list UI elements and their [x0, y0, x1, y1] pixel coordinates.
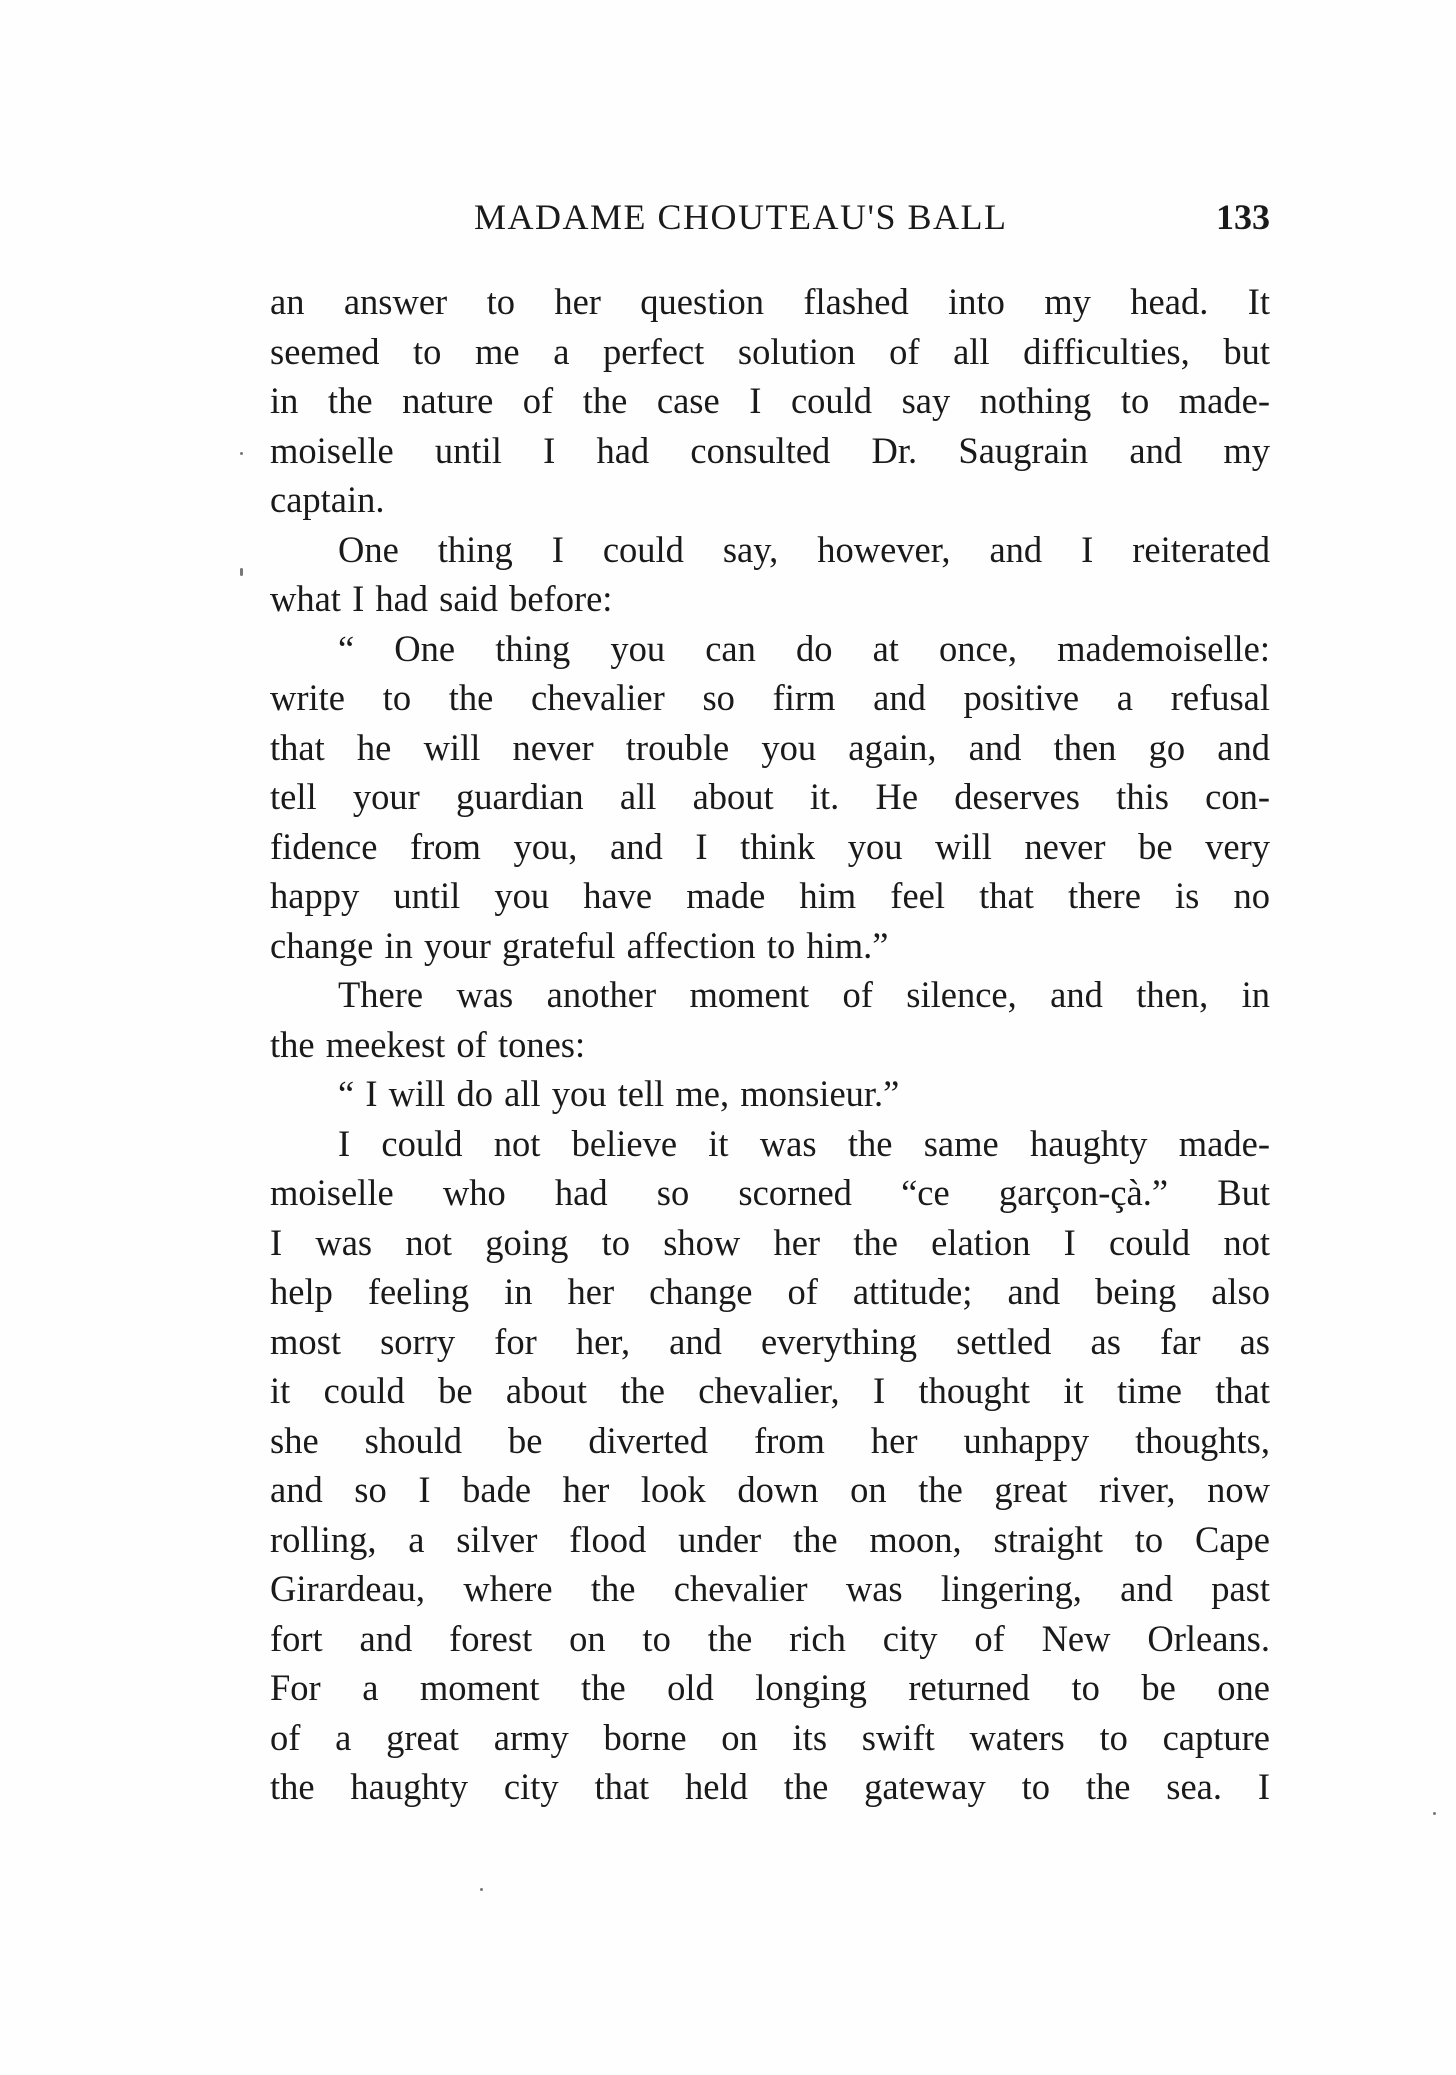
text-line: fidence from you, and I think you will never be very	[270, 825, 1270, 867]
text-line: it could be about the chevalier, I thought it time that	[270, 1370, 1270, 1411]
body-text	[270, 277, 1270, 1812]
text-line: that he will never trouble you again, and then go and	[270, 726, 1270, 768]
running-title: MADAME CHOUTEAU'S BALL	[474, 197, 1008, 237]
text-line: moiselle until I had consulted Dr. Saugrain and my	[270, 429, 1270, 471]
text-line: “ I will do all you tell me, monsieur.”	[338, 1073, 900, 1114]
text-line: and so I bade her look down on the great river, now	[270, 1469, 1270, 1510]
text-line: For a moment the old longing returned to be one	[270, 1667, 1270, 1708]
text-line: There was another moment of silence, and then, in	[338, 974, 1270, 1015]
text-line: rolling, a silver flood under the moon, straight to Cape	[270, 1518, 1270, 1560]
text-line: the haughty city that held the gateway to the sea. I	[270, 1766, 1270, 1807]
text-line: “ One thing you can do at once, mademoiselle:	[338, 627, 1270, 669]
text-line: Girardeau, where the chevalier was lingering, and past	[270, 1568, 1270, 1609]
text-line: tell your guardian all about it. He deserves this con-	[270, 776, 1270, 817]
text-line: of a great army borne on its swift waters to capture	[270, 1716, 1270, 1758]
text-line: I was not going to show her the elation I could not	[270, 1221, 1270, 1263]
text-line: the meekest of tones:	[270, 1023, 586, 1065]
text-line: happy until you have made him feel that there is no	[270, 875, 1270, 916]
text-line: captain.	[270, 479, 385, 520]
running-head	[270, 196, 1270, 246]
text-line: fort and forest on to the rich city of New Orleans.	[270, 1617, 1270, 1659]
text-line: what I had said before:	[270, 578, 613, 619]
scan-speck	[1433, 1812, 1436, 1815]
text-line: an answer to her question flashed into my head. It	[270, 281, 1270, 322]
scan-speck	[240, 452, 243, 455]
text-line: write to the chevalier so firm and positive a refusal	[270, 677, 1270, 718]
text-line: seemed to me a perfect solution of all difficulties, but	[270, 330, 1270, 372]
text-line: help feeling in her change of attitude; and being also	[270, 1271, 1270, 1312]
text-line: change in your grateful affection to him.”	[270, 924, 889, 966]
scan-speck	[240, 568, 243, 576]
text-line: most sorry for her, and everything settled as far as	[270, 1320, 1270, 1362]
page-number: 133	[1216, 197, 1270, 237]
text-line: moiselle who had so scorned “ce garçon-çà.” But	[270, 1172, 1270, 1213]
text-line: she should be diverted from her unhappy thoughts,	[270, 1419, 1270, 1461]
text-line: in the nature of the case I could say nothing to made-	[270, 380, 1270, 421]
text-line: I could not believe it was the same haughty made-	[338, 1122, 1270, 1164]
text-line: One thing I could say, however, and I reiterated	[338, 528, 1270, 570]
scan-speck	[480, 1888, 483, 1891]
